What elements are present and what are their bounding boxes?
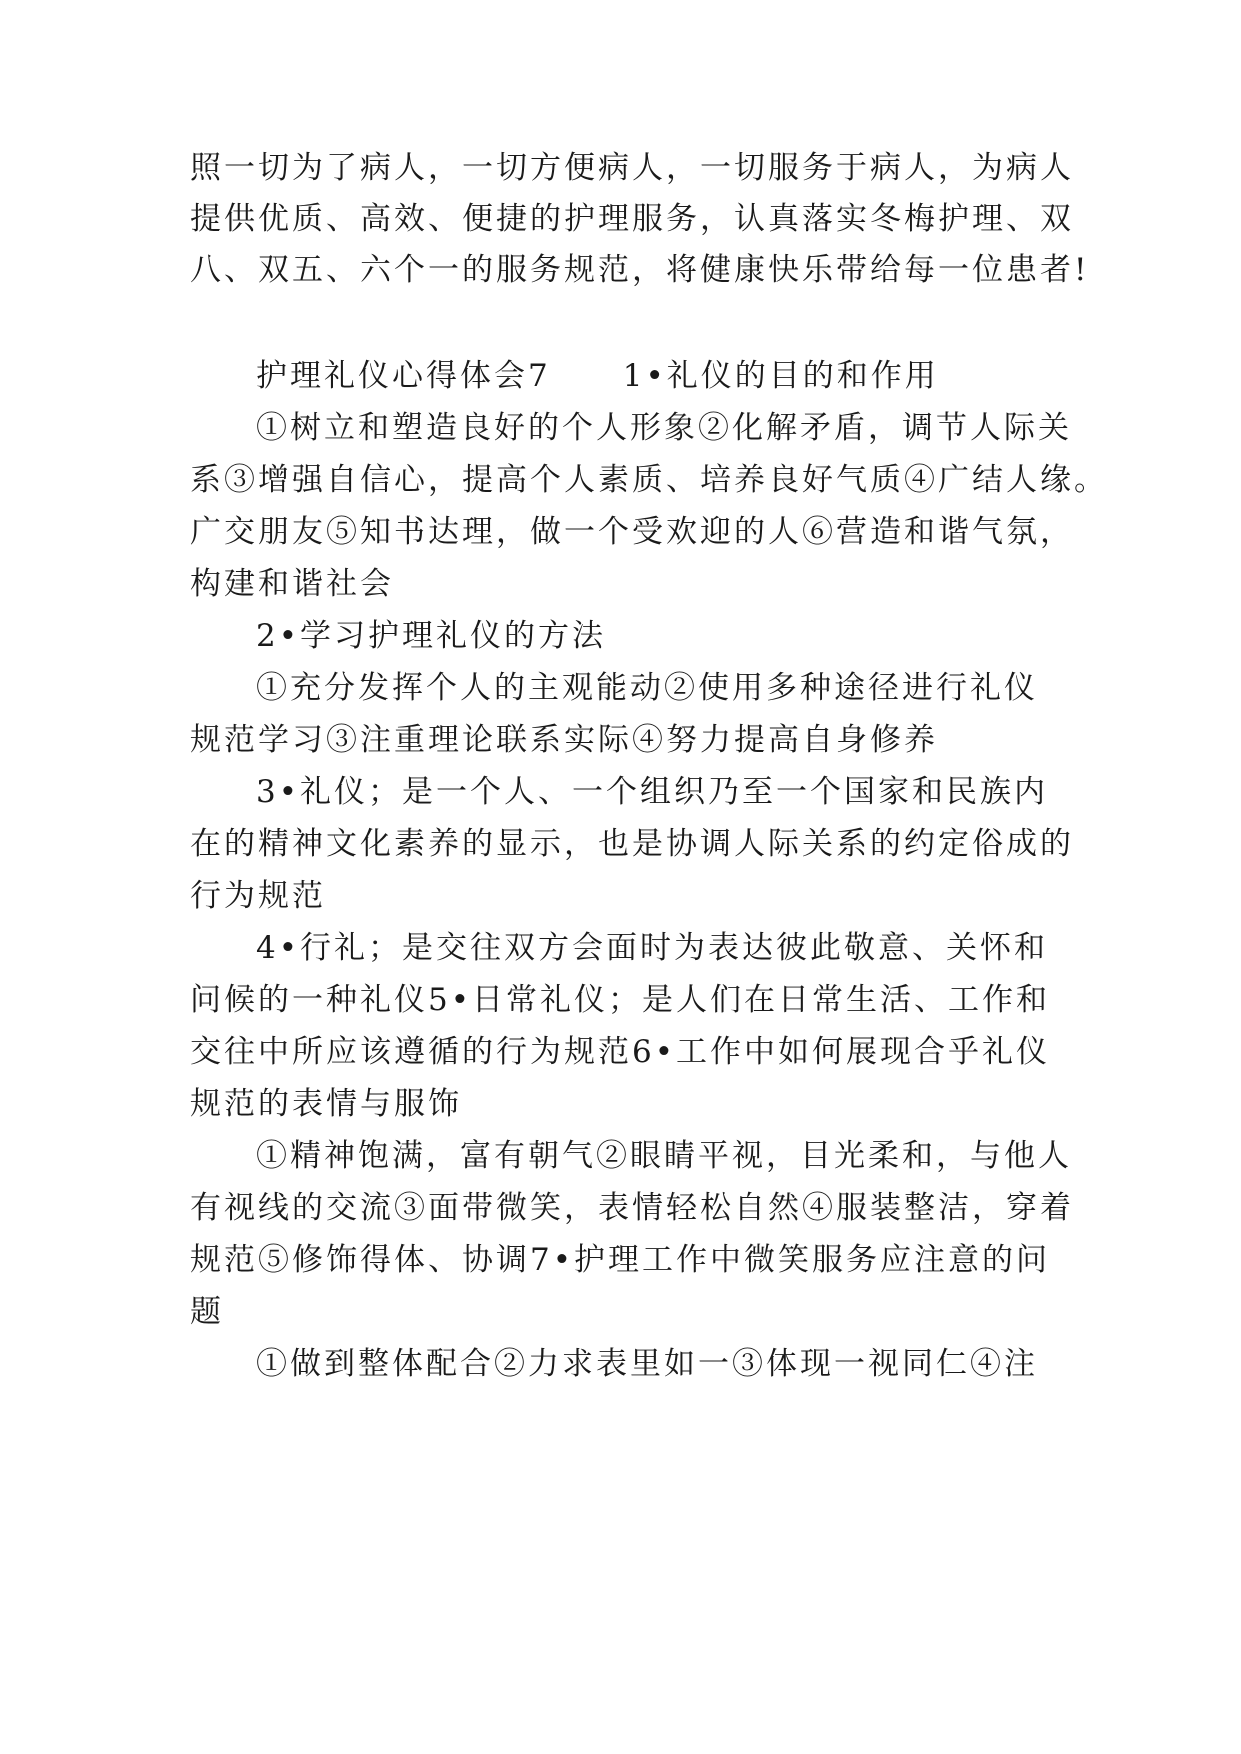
paragraph-line: 规范⑤修饰得体、协调7•护理工作中微笑服务应注意的问 bbox=[190, 1242, 1051, 1278]
paragraph-line: 系③增强自信心，提高个人素质、培养良好气质④广结人缘。 bbox=[190, 462, 1108, 498]
paragraph-line: 3•礼仪；是一个人、一个组织乃至一个国家和民族内 bbox=[256, 774, 1049, 810]
paragraph-line: 在的精神文化素养的显示，也是协调人际关系的约定俗成的 bbox=[190, 826, 1074, 862]
paragraph-line: ①充分发挥个人的主观能动②使用多种途径进行礼仪 bbox=[256, 670, 1038, 706]
paragraph-line: 题 bbox=[190, 1294, 224, 1330]
paragraph-line: 规范的表情与服饰 bbox=[190, 1086, 462, 1122]
paragraph-line: 提供优质、高效、便捷的护理服务，认真落实冬梅护理、双 bbox=[190, 201, 1074, 237]
paragraph-line: 广交朋友⑤知书达理，做一个受欢迎的人⑥营造和谐气氛， bbox=[190, 514, 1074, 550]
heading-subtitle: 1•礼仪的目的和作用 bbox=[622, 358, 939, 394]
paragraph-line: 规范学习③注重理论联系实际④努力提高自身修养 bbox=[190, 722, 938, 758]
paragraph-line: 交往中所应该遵循的行为规范6•工作中如何展现合乎礼仪 bbox=[190, 1034, 1051, 1070]
section-heading bbox=[256, 356, 1126, 396]
paragraph-line: ①树立和塑造良好的个人形象②化解矛盾，调节人际关 bbox=[256, 410, 1072, 446]
paragraph-line: 照一切为了病人，一切方便病人，一切服务于病人，为病人 bbox=[190, 150, 1074, 186]
paragraph-line: 行为规范 bbox=[190, 878, 326, 914]
paragraph-line: 八、双五、六个一的服务规范，将健康快乐带给每一位患者! bbox=[190, 252, 1090, 288]
paragraph-line: 构建和谐社会 bbox=[190, 566, 394, 602]
paragraph-line: 问候的一种礼仪5•日常礼仪；是人们在日常生活、工作和 bbox=[190, 982, 1051, 1018]
paragraph-line: 4•行礼；是交往双方会面时为表达彼此敬意、关怀和 bbox=[256, 930, 1049, 966]
paragraph-line: ①做到整体配合②力求表里如一③体现一视同仁④注 bbox=[256, 1346, 1038, 1382]
paragraph-line: 有视线的交流③面带微笑，表情轻松自然④服装整洁，穿着 bbox=[190, 1190, 1074, 1226]
heading-title: 护理礼仪心得体会7 bbox=[256, 358, 551, 394]
paragraph-line: ①精神饱满，富有朝气②眼睛平视，目光柔和，与他人 bbox=[256, 1138, 1072, 1174]
paragraph-line: 2•学习护理礼仪的方法 bbox=[256, 618, 607, 654]
